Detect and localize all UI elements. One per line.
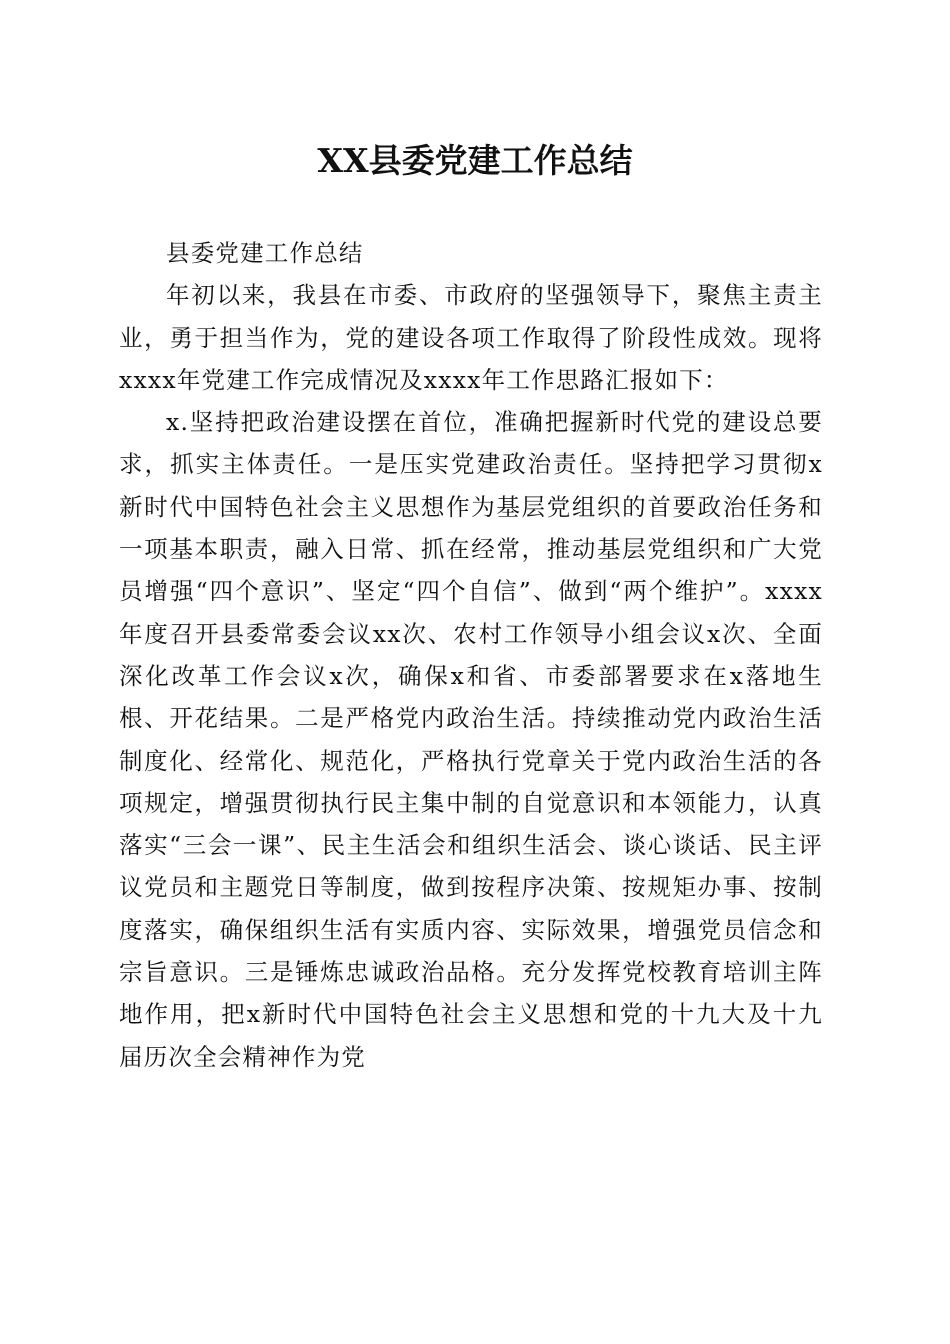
intro-paragraph: 年初以来，我县在市委、市政府的坚强领导下，聚焦主责主业，勇于担当作为，党的建设各项工作取得了阶段性成效。现将xxxx年党建工作完成情况及xxxx年工作思路汇报如下： [119, 281, 823, 394]
document-body [119, 232, 823, 1078]
document-title: XX县委党建工作总结 [317, 141, 633, 180]
section-1-paragraph: x.坚持把政治建设摆在首位，准确把握新时代党的建设总要求，抓实主体责任。一是压实党建政治责任。坚持把学习贯彻x新时代中国特色社会主义思想作为基层党组织的首要政治任务和一项基本职责，融入日常、抓在经常，推动基层党组织和广大党员增强“四个意识”、坚定“四个自信”、做到“两个维护”。xxxx年度召开县委常委会议xx次、农村工作领导小组会议x次、全面深化改革工作会议x次，确保x和省、市委部署要求在x落地生根、开花结果。二是严格党内政治生活。持续推动党内政治生活制度化、经常化、规范化，严格执行党章关于党内政治生活的各项规定，增强贯彻执行民主集中制的自觉意识和本领能力，认真落实“三会一课”、民主生活会和组织生活会、谈心谈话、民主评议党员和主题党日等制度，做到按程序决策、按规矩办事、按制度落实，确保组织生活有实质内容、实际效果，增强党员信念和宗旨意识。三是锤炼忠诚政治品格。充分发挥党校教育培训主阵地作用，把x新时代中国特色社会主义思想和党的十九大及十九届历次全会精神作为党 [119, 408, 823, 1071]
subtitle-paragraph: 县委党建工作总结 [166, 239, 364, 267]
